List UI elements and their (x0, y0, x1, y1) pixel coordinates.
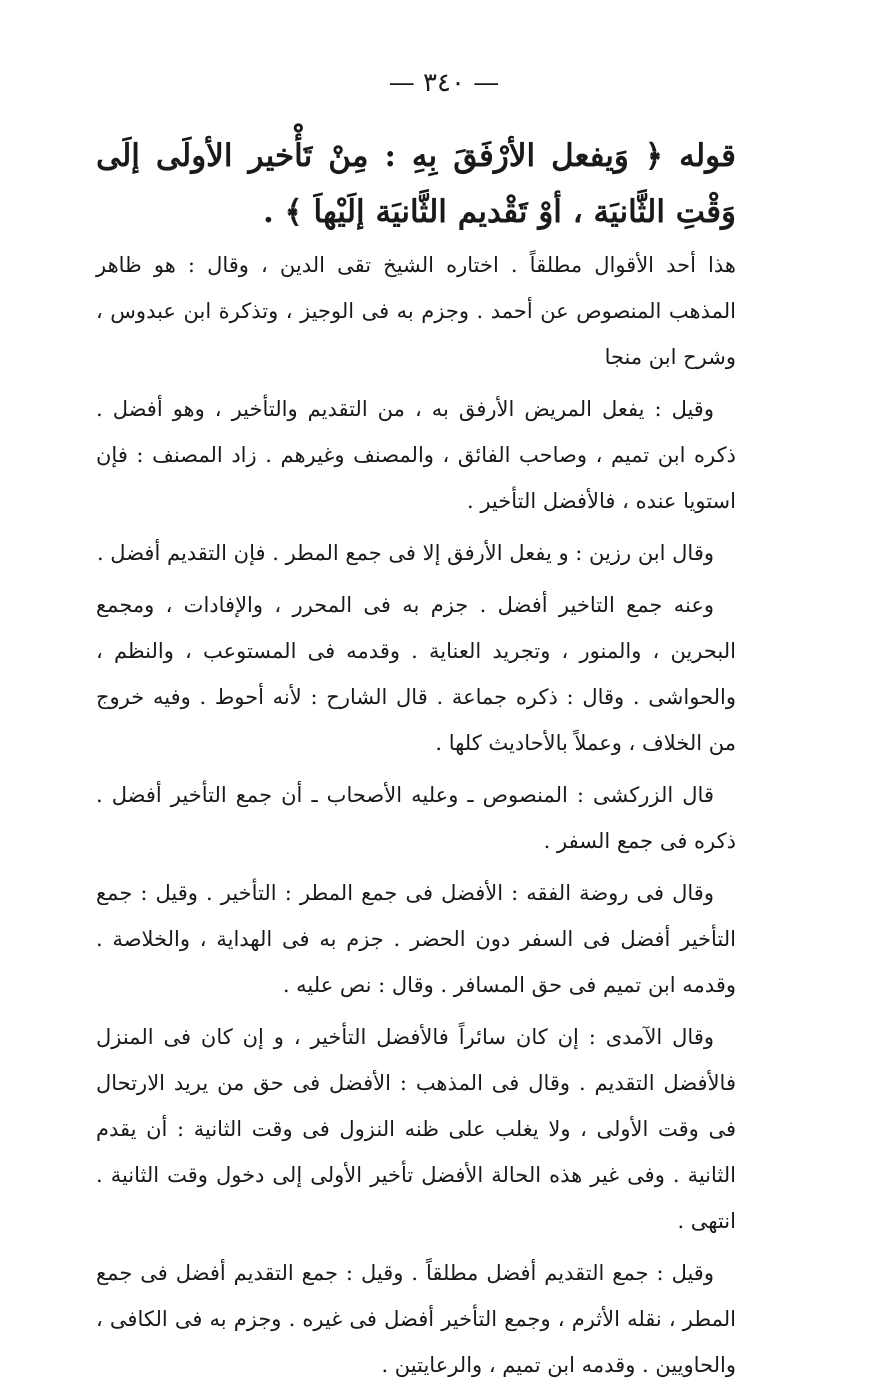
paragraph: وقال الآمدى : إن كان سائراً فالأفضل التأخير ، و إن كان فى المنزل فالأفضل التقديم . وقال فى المذهب : الأفضل فى حق من يريد الارتحال فى وقت الأولى ، ولا يغلب على ظنه النزول فى وقت الثانية : أن يقدم الثانية . وفى غير هذه الحالة الأفضل تأخير الأولى إلى دخول وقت الثانية . انتهى . (96, 1025, 736, 1233)
paragraph: وقال ابن رزين : و يفعل الأرفق إلا فى جمع المطر . فإن التقديم أفضل . (96, 541, 714, 565)
paragraph: وقال فى روضة الفقه : الأفضل فى جمع المطر : التأخير . وقيل : جمع التأخير أفضل فى السفر دون الحضر . جزم به فى الهداية ، والخلاصة . وقدمه ابن تميم فى حق المسافر . وقال : نص عليه . (96, 881, 736, 997)
paragraph: هذا أحد الأقوال مطلقاً . اختاره الشيخ تقى الدين ، وقال : هو ظاهر المذهب المنصوص عن أحمد . وجزم به فى الوجيز ، وتذكرة ابن عبدوس ، وشرح ابن منجا (96, 253, 736, 369)
paragraph: وعنه جمع التاخير أفضل . جزم به فى المحرر ، والإفادات ، ومجمع البحرين ، والمنور ، وتجريد العناية . وقدمه فى المستوعب ، والنظم ، والحواشى . وقال : ذكره جماعة . قال الشارح : لأنه أحوط . وفيه خروج من الخلاف ، وعملاً بالأحاديث كلها . (96, 593, 736, 755)
page-number: — ٣٤٠ — (388, 68, 500, 98)
page-body (96, 128, 736, 1394)
section-heading: قوله ﴿ وَيفعل الأرْفَقَ بِهِ : مِنْ تَأْخير الأولَى إلَى وَقْتِ الثَّانيَة ، أوْ تَقْديم الثَّانيَة إلَيْهاَ ﴾ . (96, 138, 736, 230)
paragraph: وقيل : جمع التقديم أفضل مطلقاً . وقيل : جمع التقديم أفضل فى جمع المطر ، نقله الأثرم ، وجمع التأخير أفضل فى غيره . وجزم به فى الكافى ، والحاويين . وقدمه ابن تميم ، والرعايتين . (96, 1261, 736, 1377)
paragraph: قال الزركشى : المنصوص ـ وعليه الأصحاب ـ أن جمع التأخير أفضل . ذكره فى جمع السفر . (96, 783, 736, 853)
paragraph: وقيل : يفعل المريض الأرفق به ، من التقديم والتأخير ، وهو أفضل . ذكره ابن تميم ، وصاحب الفائق ، والمصنف وغيرهم . زاد المصنف : فإن استويا عنده ، فالأفضل التأخير . (96, 397, 736, 513)
